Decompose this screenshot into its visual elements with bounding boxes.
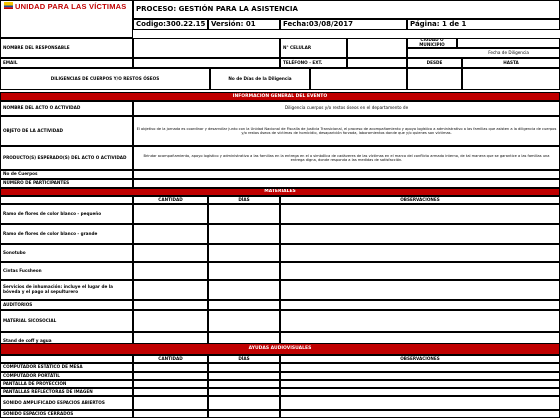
av-item-label: PANTALLA DE PROYECCIÓN (0, 380, 133, 388)
av-qty-input[interactable] (133, 410, 208, 418)
av-days-input[interactable] (208, 372, 280, 380)
av-item-label: SONIDO ESPACIOS CERRADOS (0, 410, 133, 418)
av-obs-input[interactable] (280, 380, 560, 388)
av-days-input[interactable] (208, 388, 280, 396)
version-field: Versión: 01 (208, 19, 280, 30)
cell-input[interactable] (347, 38, 407, 58)
material-days-input[interactable] (208, 310, 280, 332)
material-item-label: Ramo de flores de color blanco - grande (0, 224, 133, 244)
products-label: PRODUCTO(S) ESPERADO(S) DEL ACTO O ACTIVIDAD (0, 146, 133, 170)
email-label: EMAIL (0, 58, 133, 68)
av-qty-input[interactable] (133, 396, 208, 410)
event-section-title: INFORMACIÓN GENERAL DEL EVENTO (0, 92, 560, 101)
material-item-label: MATERIAL SICOSOCIAL (0, 310, 133, 332)
material-obs-input[interactable] (280, 244, 560, 262)
av-col-obs: OBSERVACIONES (280, 355, 560, 363)
material-qty-input[interactable] (133, 244, 208, 262)
material-qty-input[interactable] (133, 300, 208, 310)
av-obs-input[interactable] (280, 410, 560, 418)
cell-label: N° CELULAR (280, 38, 347, 58)
logo-flag-icon (4, 2, 13, 9)
av-obs-input[interactable] (280, 363, 560, 372)
process-title: PROCESO: GESTIÓN PARA LA ASISTENCIA (133, 0, 560, 19)
participants-input[interactable] (133, 179, 560, 188)
email-input[interactable] (133, 58, 280, 68)
material-qty-input[interactable] (133, 262, 208, 280)
material-days-input[interactable] (208, 204, 280, 224)
material-days-input[interactable] (208, 224, 280, 244)
av-qty-input[interactable] (133, 372, 208, 380)
responsible-label: NOMBRE DEL RESPONSABLE (0, 38, 133, 58)
days-input[interactable] (310, 68, 407, 90)
logo (0, 0, 133, 38)
av-qty-input[interactable] (133, 363, 208, 372)
material-days-input[interactable] (208, 262, 280, 280)
city-label: CIUDAD O MUNICIPIO (407, 38, 457, 48)
av-item-label: SONIDO AMPLIFICADO ESPACIOS ABIERTOS (0, 396, 133, 410)
bodies-label: DILIGENCIAS DE CUERPOS Y/O RESTOS ÓSEOS (0, 68, 210, 90)
responsible-input[interactable] (133, 38, 280, 58)
material-days-input[interactable] (208, 300, 280, 310)
av-item-label: COMPUTADOR ESTÁTICO DE MESA (0, 363, 133, 372)
logo-text: UNIDAD PARA LAS VÍCTIMAS (15, 2, 127, 11)
phone-input[interactable] (347, 58, 407, 68)
av-col-qty: CANTIDAD (133, 355, 208, 363)
code-field: Codigo:300.22.15 (133, 19, 208, 30)
diligence-date-label: Fecha de Diligencia (407, 48, 560, 58)
material-qty-input[interactable] (133, 310, 208, 332)
phone-label: TELÉFONO - EXT. (280, 58, 347, 68)
av-qty-input[interactable] (133, 388, 208, 396)
material-item-label: Cintas Fucsheon (0, 262, 133, 280)
objective-value: El objetivo de la jornada es coordinar y desarrollar junto con la Unidad Nacional de Fiscalía de Justicia Transicional, el proceso de acompañamiento y apoyo logístico a administrativo a las familias que asisten a la diligencia de cuerpos y/o restos óseos de víctimas de homicidio, desaparición forzada, laboramientos donde que y/o quienes son víctimas. (133, 116, 560, 146)
material-qty-input[interactable] (133, 224, 208, 244)
av-section-title: AYUDAS AUDIOVISUALES (0, 343, 560, 355)
material-qty-input[interactable] (133, 280, 208, 300)
av-col-days: DÍAS (208, 355, 280, 363)
av-item-label: COMPUTADOR PORTÁTIL (0, 372, 133, 380)
city-input[interactable] (457, 38, 560, 48)
from-input[interactable] (407, 68, 462, 90)
av-obs-input[interactable] (280, 372, 560, 380)
av-qty-input[interactable] (133, 380, 208, 388)
act-name-value: Diligencia cuerpos y/o restos óseos en el departamento de (133, 101, 560, 116)
material-qty-input[interactable] (133, 204, 208, 224)
objective-label: OBJETO DE LA ACTIVIDAD (0, 116, 133, 146)
materials-section-title: MATERIALES (0, 188, 560, 196)
material-days-input[interactable] (208, 244, 280, 262)
products-value: Brindar acompañamiento, apoyo logístico y administrativo a las familias en la entrega en el o simbólica de cadáveres de las víctimas en el marco del conflicto armado interno, de tal manera que se garantice a las familias una entrega digna, donde responda a las medidas de satisfacción. (133, 146, 560, 170)
av-item-label: PANTALLAS REFLECTORAS DE IMAGEN (0, 388, 133, 396)
material-obs-input[interactable] (280, 280, 560, 300)
material-obs-input[interactable] (280, 224, 560, 244)
av-days-input[interactable] (208, 410, 280, 418)
av-header-blank (0, 355, 133, 363)
days-label: No de Días de la Diligencia (210, 68, 310, 90)
page-number: Página: 1 de 1 (407, 19, 560, 30)
material-obs-input[interactable] (280, 262, 560, 280)
materials-header-blank (0, 196, 133, 204)
av-days-input[interactable] (208, 396, 280, 410)
act-name-label: NOMBRE DEL ACTO O ACTIVIDAD (0, 101, 133, 116)
material-item-label: Servicios de inhumación: incluye el lugar de la bóveda y el pago al sepulturero (0, 280, 133, 300)
to-label: HASTA (462, 58, 560, 68)
material-obs-input[interactable] (280, 204, 560, 224)
from-label: DESDE (407, 58, 462, 68)
materials-col-qty: CANTIDAD (133, 196, 208, 204)
materials-col-days: DÍAS (208, 196, 280, 204)
material-obs-input[interactable] (280, 310, 560, 332)
av-obs-input[interactable] (280, 396, 560, 410)
material-obs-input[interactable] (280, 300, 560, 310)
bodies-count-input[interactable] (133, 170, 560, 179)
av-days-input[interactable] (208, 363, 280, 372)
date-field: Fecha:03/08/2017 (280, 19, 407, 30)
material-item-label: Sonotubo (0, 244, 133, 262)
bodies-count-label: No de Cuerpos (0, 170, 133, 179)
to-input[interactable] (462, 68, 560, 90)
material-item-label: Ramo de flores de color blanco - pequeño (0, 204, 133, 224)
material-item-label: Stand de coff y agua (0, 332, 133, 350)
materials-col-obs: OBSERVACIONES (280, 196, 560, 204)
av-days-input[interactable] (208, 380, 280, 388)
material-days-input[interactable] (208, 280, 280, 300)
av-obs-input[interactable] (280, 388, 560, 396)
participants-label: NÚMERO DE PARTICIPANTES (0, 179, 133, 188)
material-item-label: AUDITORIOS (0, 300, 133, 310)
